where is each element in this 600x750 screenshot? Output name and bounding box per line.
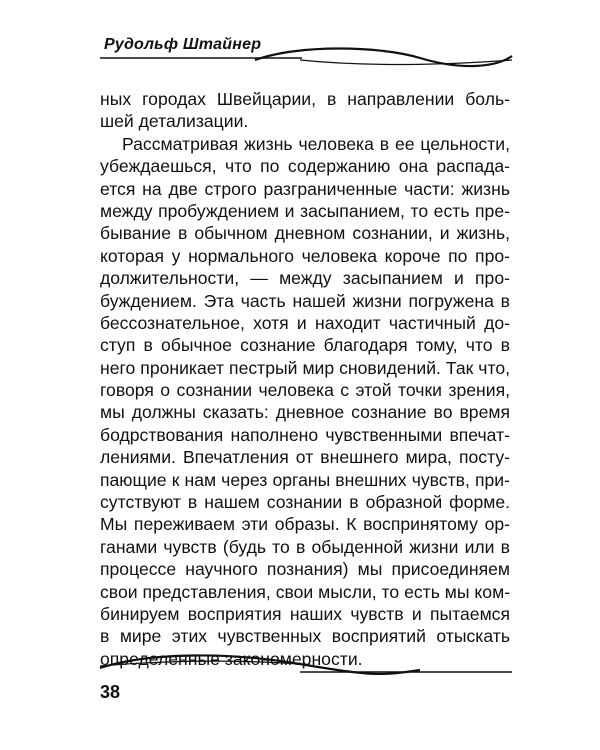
text-line: должительности, — между засыпанием и про- [100, 268, 510, 289]
page-number: 38 [100, 682, 121, 702]
text-line: бессознательное, хотя и находит частичный до- [100, 312, 510, 333]
footer-rule-swash [100, 655, 420, 673]
text-line: шей детализации. [100, 111, 249, 132]
text-line: Рассматривая жизнь человека в ее цельности, [122, 133, 510, 154]
text-line: лениями. Впечатления от внешнего мира, посту- [100, 447, 510, 468]
running-header-author: Рудольф Штайнер [104, 36, 262, 53]
text-line: ступ в обычное сознание благодаря тому, что в [100, 335, 510, 356]
text-line: в мире этих чувственных восприятий отыскать [100, 626, 510, 647]
text-line: определенные закономерности. [100, 648, 363, 669]
text-line: бинируем восприятия наших чувств и пытаемся [100, 603, 510, 624]
text-line: ных городах Швейцарии, в направлении боль- [100, 89, 510, 109]
text-line: него проникает пестрый мир сновидений. Так что, [100, 357, 510, 378]
text-line: которая у нормального человека короче по про- [100, 245, 510, 266]
text-line: убеждаешься, что по содержанию она распада- [100, 156, 510, 177]
text-line: бодрствования наполнено чувственными впечат- [100, 424, 510, 445]
text-line: ется на две строго разграниченные части: жизнь [100, 178, 510, 199]
text-line: процессе научного познания) мы присоединяем [100, 559, 510, 580]
text-line: Мы переживаем эти образы. К воспринятому ор- [100, 514, 510, 535]
text-line: свои представления, свои мысли, то есть мы ком- [100, 581, 511, 602]
text-line: мы должны сказать: дневное сознание во время [100, 402, 510, 423]
text-line: сутствуют в нашем сознании в образной форме. [100, 492, 510, 513]
text-line: бывание в обычном дневном сознании, и жизнь, [100, 223, 510, 244]
text-line: между пробуждением и засыпанием, то есть пре- [100, 200, 510, 221]
text-line: говоря о сознании человека с этой точки зрения, [100, 380, 510, 401]
footer-rule-overline [100, 661, 300, 666]
text-line: пающие к нам через органы внешних чувств, при- [100, 469, 510, 490]
text-line: буждением. Эта часть нашей жизни погружена в [100, 290, 510, 311]
text-line: ганами чувств (будь то в обыденной жизни или в [100, 536, 510, 557]
